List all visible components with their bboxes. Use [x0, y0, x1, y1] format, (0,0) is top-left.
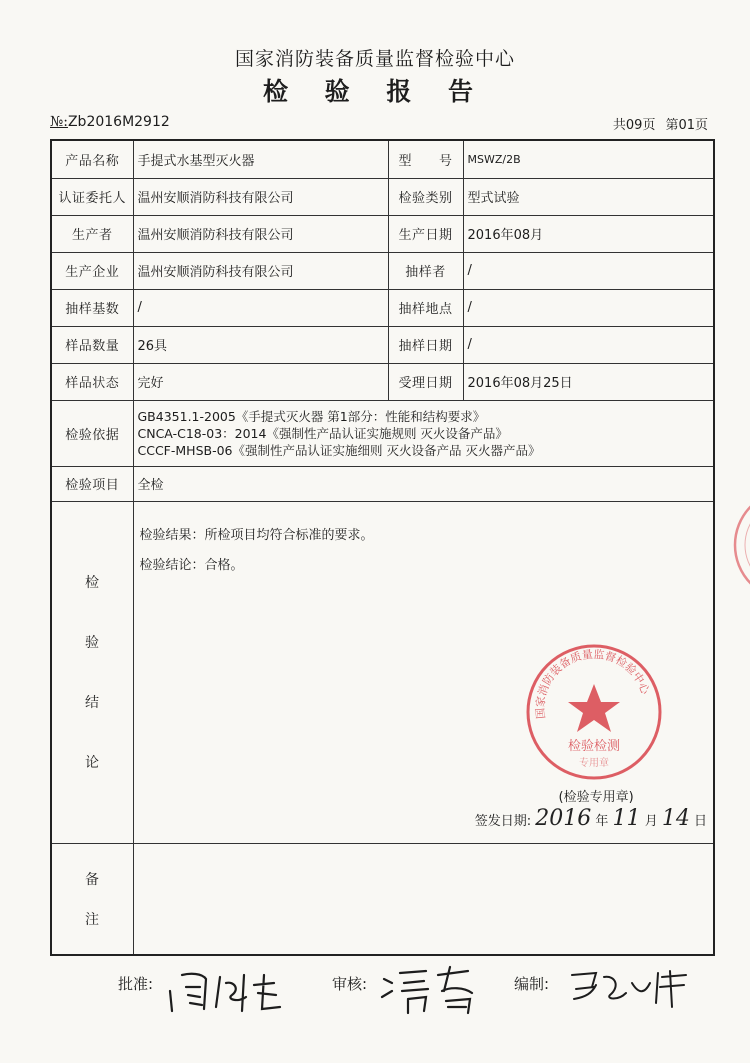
report-table [50, 139, 715, 956]
remarks-char: 注 [85, 911, 100, 928]
items-value: 全检 [133, 466, 714, 501]
sampler-label: 抽样者 [388, 252, 463, 289]
basis-value [133, 400, 714, 466]
compile-label: 编制: [514, 975, 550, 993]
table-row [51, 252, 714, 289]
sign-month-unit: 月 [644, 813, 658, 829]
page-edge-seal [730, 470, 750, 620]
table-row [51, 140, 714, 178]
accept-date-value: 2016年08月25日 [463, 363, 714, 400]
sign-year: 2016 [535, 805, 592, 831]
items-label: 检验项目 [51, 466, 133, 501]
model-value: MSWZ/2B [463, 140, 714, 178]
basis-line: CCCF-MHSB-06《强制性产品认证实施细则 灭火设备产品 灭火器产品》 [137, 442, 541, 458]
table-row [51, 215, 714, 252]
table-row [51, 178, 714, 215]
page-number: 第01页 [665, 118, 708, 133]
model-label: 型 号 [388, 140, 463, 178]
reviewer-signature [378, 961, 488, 1017]
producer-value: 温州安顺消防科技有限公司 [133, 215, 388, 252]
table-row [51, 289, 714, 326]
table-row [51, 400, 714, 466]
report-number-value: Zb2016M2912 [67, 114, 170, 130]
product-name-value: 手提式水基型灭火器 [133, 140, 388, 178]
basis-line: CNCA-C18-03：2014《强制性产品认证实施规则 灭火设备产品》 [137, 425, 508, 441]
client-label: 认证委托人 [51, 178, 133, 215]
seal-text: 国家消防装备质量监督检验中心 [533, 647, 652, 719]
conclusion-verdict: 检验结论：合格。 [139, 557, 244, 573]
remarks-content [133, 843, 714, 955]
test-type-value: 型式试验 [463, 178, 714, 215]
enterprise-label: 生产企业 [51, 252, 133, 289]
sample-qty-value: 26具 [133, 326, 388, 363]
conclusion-char: 结 [85, 695, 100, 711]
sample-state-value: 完好 [133, 363, 388, 400]
sign-day: 14 [661, 805, 690, 831]
conclusion-result: 检验结果：所检项目均符合标准的要求。 [139, 527, 374, 543]
accept-date-label: 受理日期 [388, 363, 463, 400]
approve-label: 批准: [118, 975, 154, 993]
remarks-row [51, 843, 714, 955]
sample-base-value: / [133, 289, 388, 326]
inspection-seal [524, 642, 664, 782]
remarks-label [51, 843, 133, 955]
sample-base-label: 抽样基数 [51, 289, 133, 326]
table-row [51, 326, 714, 363]
total-pages: 共09页 [612, 118, 656, 133]
org-name: 国家消防装备质量监督检验中心 [234, 48, 515, 70]
sample-date-label: 抽样日期 [388, 326, 463, 363]
conclusion-label [51, 501, 133, 843]
client-value: 温州安顺消防科技有限公司 [133, 178, 388, 215]
conclusion-char: 论 [85, 755, 100, 771]
page-info [603, 114, 708, 133]
seal-bottom-text-2: 专用章 [578, 757, 609, 769]
sample-state-label: 样品状态 [51, 363, 133, 400]
table-row [51, 363, 714, 400]
sign-date [475, 806, 707, 831]
sample-place-label: 抽样地点 [388, 289, 463, 326]
sign-day-unit: 日 [693, 813, 707, 829]
conclusion-char: 验 [85, 635, 100, 651]
approver-signature [160, 963, 300, 1019]
sample-place-value: / [463, 289, 714, 326]
report-title: 检 验 报 告 [262, 77, 488, 106]
sample-date-value: / [463, 326, 714, 363]
producer-label: 生产者 [51, 215, 133, 252]
table-row [51, 466, 714, 501]
seal-caption: (检验专用章) [558, 789, 634, 805]
sample-qty-label: 样品数量 [51, 326, 133, 363]
conclusion-char: 检 [85, 575, 100, 591]
prod-date-label: 生产日期 [388, 215, 463, 252]
compiler-signature [566, 963, 696, 1013]
basis-line: GB4351.1-2005《手提式灭火器 第1部分：性能和结构要求》 [137, 408, 486, 424]
signature-footer [0, 965, 750, 1025]
report-number [50, 114, 170, 130]
conclusion-content [133, 501, 714, 843]
test-type-label: 检验类别 [388, 178, 463, 215]
remarks-char: 备 [85, 871, 100, 888]
sign-month: 11 [612, 805, 641, 831]
sign-year-unit: 年 [595, 813, 609, 829]
sign-date-label: 签发日期: [474, 813, 532, 829]
report-number-label: №: [50, 114, 68, 130]
review-label: 审核: [332, 975, 368, 993]
basis-label: 检验依据 [51, 400, 133, 466]
seal-bottom-text: 检验检测 [567, 738, 620, 754]
sampler-value: / [463, 252, 714, 289]
prod-date-value: 2016年08月 [463, 215, 714, 252]
product-name-label: 产品名称 [51, 140, 133, 178]
enterprise-value: 温州安顺消防科技有限公司 [133, 252, 388, 289]
conclusion-row [51, 501, 714, 843]
